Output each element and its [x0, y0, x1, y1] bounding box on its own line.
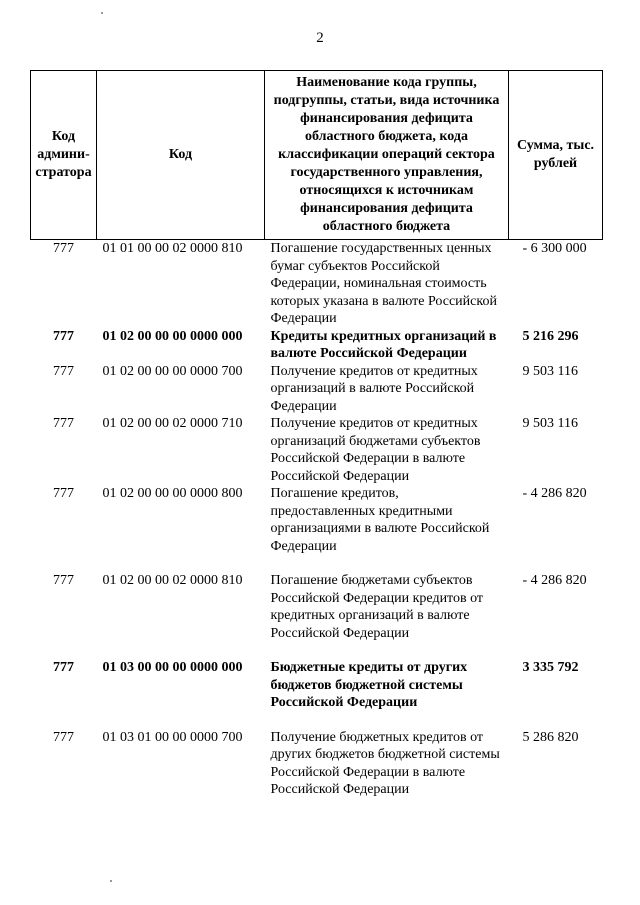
table-row	[31, 328, 603, 363]
name-cell: Бюджетные кредиты от других бюджетов бюджетной системы Российской Федерации	[270, 660, 468, 710]
sum-cell: - 4 286 820	[522, 573, 587, 588]
table-header	[31, 71, 603, 240]
name-cell: Погашение кредитов, предоставленных кредитными организациями в валюте Российской Федерации	[270, 486, 490, 554]
table-row	[31, 572, 603, 642]
admin-cell: 777	[53, 729, 74, 745]
name-cell: Получение кредитов от кредитных организаций в валюте Российской Федерации	[270, 363, 478, 414]
header-sum: Сумма, тыс. рублей	[509, 71, 603, 240]
header-admin-code: Код админи- стратора	[31, 71, 97, 240]
code-cell: 01 02 00 00 02 0000 810	[102, 573, 243, 588]
admin-cell: 777	[53, 241, 74, 256]
sum-cell: 9 503 116	[522, 363, 578, 379]
code-cell: 01 02 00 00 02 0000 710	[102, 416, 243, 431]
scan-speck	[101, 12, 103, 14]
admin-cell: 777	[53, 416, 74, 431]
name-cell: Погашение бюджетами субъектов Российской Федерации кредитов от кредитных организаций в валюте Российской Федерации	[270, 573, 484, 641]
table-row	[31, 415, 603, 485]
table-row	[31, 659, 603, 712]
name-cell: Получение бюджетных кредитов от других бюджетов бюджетной системы Российской Федерации в валюте Российской Федерации	[270, 729, 500, 797]
page-number: 2	[316, 30, 324, 46]
code-cell: 01 03 00 00 00 0000 000	[102, 660, 243, 675]
table-row	[31, 729, 603, 799]
sum-cell: 9 503 116	[522, 416, 578, 431]
table-row	[31, 485, 603, 555]
admin-cell: 777	[53, 328, 74, 344]
row-spacer	[31, 642, 603, 659]
code-cell: 01 01 00 00 02 0000 810	[102, 241, 243, 256]
sum-cell: 3 335 792	[522, 660, 579, 675]
name-cell: Погашение государственных ценных бумаг субъектов Российской Федерации, номинальная стоимость которых указана в валюте Российской Федерации	[270, 241, 497, 326]
row-spacer	[31, 712, 603, 729]
code-cell: 01 02 00 00 00 0000 800	[102, 486, 243, 501]
budget-sources-table	[30, 70, 603, 799]
header-name: Наименование кода группы, подгруппы, статьи, вида источника финансирования дефицита областного бюджета, кода классификации операций сектора государственного управления, относящихся к источникам финансирования дефицита областного бюджета	[265, 71, 509, 240]
table-row	[31, 363, 603, 416]
admin-cell: 777	[53, 363, 74, 379]
table-row	[31, 240, 603, 328]
row-spacer	[31, 555, 603, 572]
name-cell: Кредиты кредитных организаций в валюте Российской Федерации	[270, 328, 497, 361]
sum-cell: 5 216 296	[522, 328, 579, 344]
header-code: Код	[97, 71, 265, 240]
name-cell: Получение кредитов от кредитных организаций бюджетами субъектов Российской Федерации в валюте Российской Федерации	[270, 416, 481, 484]
code-cell: 01 03 01 00 00 0000 700	[102, 729, 243, 745]
sum-cell: - 4 286 820	[522, 486, 587, 501]
sum-cell: 5 286 820	[522, 729, 579, 745]
code-cell: 01 02 00 00 00 0000 700	[102, 363, 243, 379]
scan-speck	[110, 880, 112, 882]
sum-cell: - 6 300 000	[522, 241, 587, 256]
table-body	[31, 240, 603, 799]
admin-cell: 777	[53, 573, 74, 588]
admin-cell: 777	[53, 660, 74, 675]
code-cell: 01 02 00 00 00 0000 000	[102, 328, 243, 344]
admin-cell: 777	[53, 486, 74, 501]
